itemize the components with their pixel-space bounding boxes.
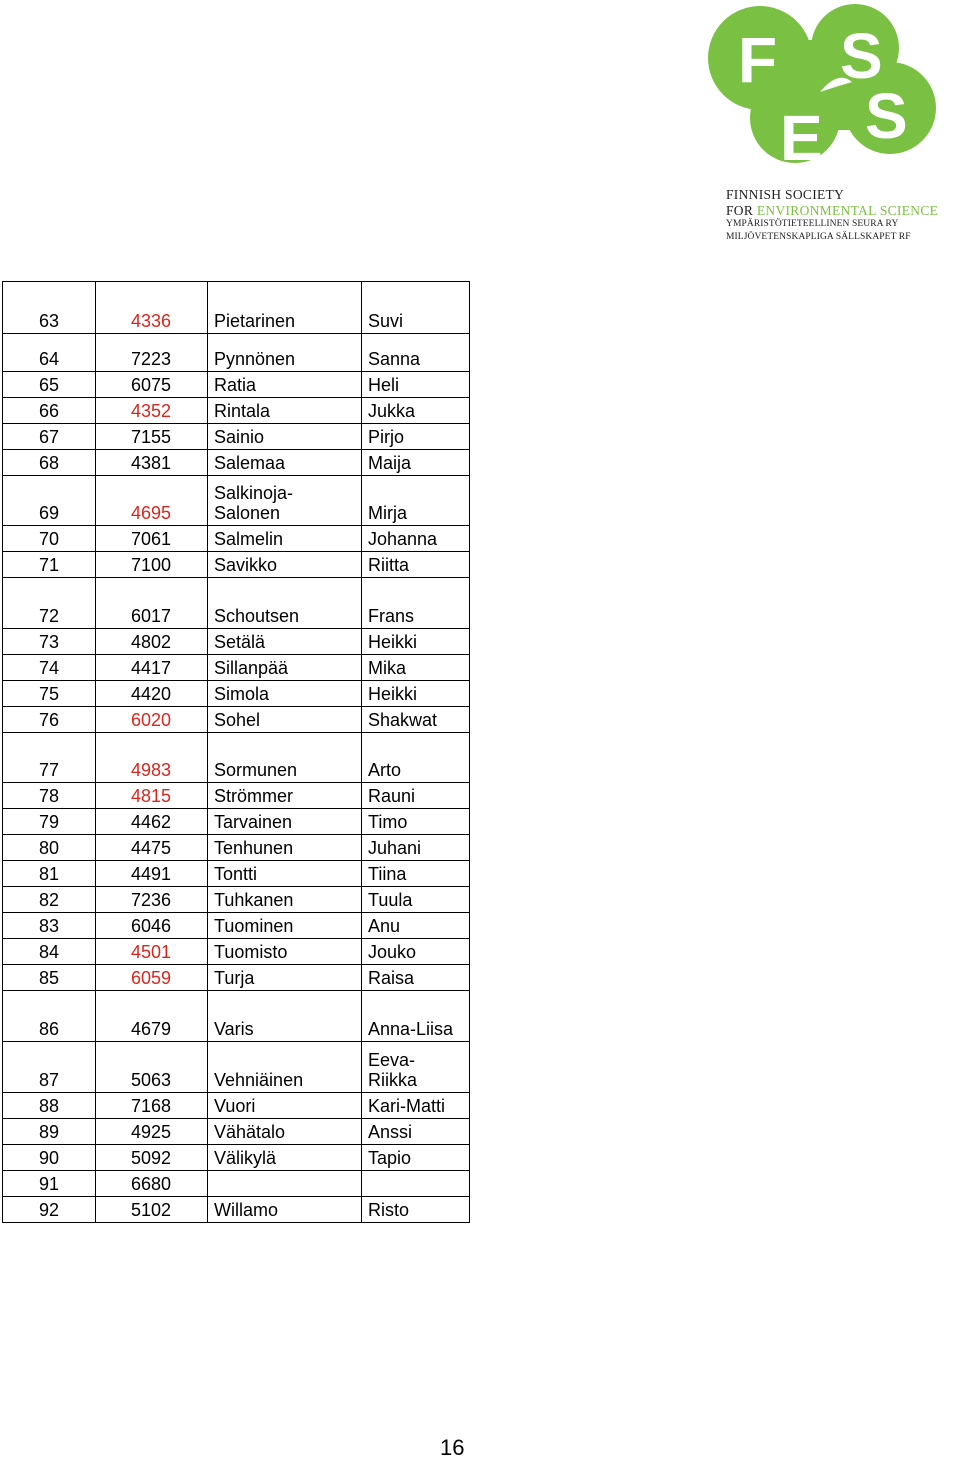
row-number: 71 bbox=[3, 552, 96, 578]
member-id: 4417 bbox=[96, 655, 208, 681]
first-name: Mika bbox=[362, 655, 470, 681]
last-name: Välikylä bbox=[208, 1145, 362, 1171]
first-name: Timo bbox=[362, 809, 470, 835]
first-name: Arto bbox=[362, 733, 470, 783]
row-number: 77 bbox=[3, 733, 96, 783]
row-number: 84 bbox=[3, 939, 96, 965]
last-name: Sormunen bbox=[208, 733, 362, 783]
last-name: Tuomisto bbox=[208, 939, 362, 965]
table-row bbox=[3, 1145, 470, 1171]
first-name: Anna-Liisa bbox=[362, 991, 470, 1042]
row-number: 86 bbox=[3, 991, 96, 1042]
member-id: 6046 bbox=[96, 913, 208, 939]
row-number: 70 bbox=[3, 526, 96, 552]
table-row bbox=[3, 526, 470, 552]
table-row bbox=[3, 783, 470, 809]
logo-letter-s1: S bbox=[840, 20, 883, 92]
member-id: 4462 bbox=[96, 809, 208, 835]
member-id: 7061 bbox=[96, 526, 208, 552]
member-id: 6020 bbox=[96, 707, 208, 733]
society-name-line2-prefix: FOR bbox=[726, 202, 757, 218]
page-number: 16 bbox=[440, 1435, 465, 1460]
member-id: 4420 bbox=[96, 681, 208, 707]
member-id: 6680 bbox=[96, 1171, 208, 1197]
logo-letter-f: F bbox=[738, 24, 778, 96]
table-row bbox=[3, 1119, 470, 1145]
first-name: Tuula bbox=[362, 887, 470, 913]
last-name: Turja bbox=[208, 965, 362, 991]
table-row bbox=[3, 733, 470, 783]
member-id: 7236 bbox=[96, 887, 208, 913]
member-table-body bbox=[3, 282, 470, 1223]
table-row bbox=[3, 476, 470, 526]
first-name: Tiina bbox=[362, 861, 470, 887]
last-name: Savikko bbox=[208, 552, 362, 578]
last-name: Salmelin bbox=[208, 526, 362, 552]
member-id: 4336 bbox=[96, 282, 208, 334]
table-row bbox=[3, 655, 470, 681]
table-row bbox=[3, 939, 470, 965]
first-name bbox=[362, 1171, 470, 1197]
member-id: 4695 bbox=[96, 476, 208, 526]
society-name-swedish: MILJÖVETENSKAPLIGA SÄLLSKAPET RF bbox=[726, 231, 911, 242]
row-number: 67 bbox=[3, 424, 96, 450]
member-id: 4352 bbox=[96, 398, 208, 424]
first-name: Mirja bbox=[362, 476, 470, 526]
first-name: Frans bbox=[362, 578, 470, 629]
row-number: 83 bbox=[3, 913, 96, 939]
last-name: Tuhkanen bbox=[208, 887, 362, 913]
last-name: Vähätalo bbox=[208, 1119, 362, 1145]
member-id: 6075 bbox=[96, 372, 208, 398]
society-name-line2 bbox=[726, 204, 960, 218]
table-row bbox=[3, 809, 470, 835]
row-number: 91 bbox=[3, 1171, 96, 1197]
member-id: 4679 bbox=[96, 991, 208, 1042]
row-number: 73 bbox=[3, 629, 96, 655]
last-name: Pietarinen bbox=[208, 282, 362, 334]
first-name: Jukka bbox=[362, 398, 470, 424]
table-row bbox=[3, 578, 470, 629]
table-row bbox=[3, 1197, 470, 1223]
first-name: Heikki bbox=[362, 629, 470, 655]
row-number: 64 bbox=[3, 334, 96, 372]
first-name: Tapio bbox=[362, 1145, 470, 1171]
row-number: 69 bbox=[3, 476, 96, 526]
member-id: 4501 bbox=[96, 939, 208, 965]
first-name: Jouko bbox=[362, 939, 470, 965]
first-name: Sanna bbox=[362, 334, 470, 372]
row-number: 81 bbox=[3, 861, 96, 887]
member-id: 7168 bbox=[96, 1093, 208, 1119]
last-name: Sillanpää bbox=[208, 655, 362, 681]
table-row bbox=[3, 424, 470, 450]
table-row bbox=[3, 1042, 470, 1093]
table-row bbox=[3, 991, 470, 1042]
table-row bbox=[3, 681, 470, 707]
table-row bbox=[3, 398, 470, 424]
table-row bbox=[3, 1093, 470, 1119]
table-row bbox=[3, 913, 470, 939]
row-number: 63 bbox=[3, 282, 96, 334]
last-name: Simola bbox=[208, 681, 362, 707]
fess-logo-mark bbox=[700, 0, 960, 190]
table-row bbox=[3, 887, 470, 913]
last-name: Salemaa bbox=[208, 450, 362, 476]
first-name: Maija bbox=[362, 450, 470, 476]
member-id: 6059 bbox=[96, 965, 208, 991]
row-number: 79 bbox=[3, 809, 96, 835]
row-number: 88 bbox=[3, 1093, 96, 1119]
logo-letter-s2: S bbox=[865, 80, 908, 152]
member-id: 7223 bbox=[96, 334, 208, 372]
last-name bbox=[208, 1171, 362, 1197]
member-id: 4925 bbox=[96, 1119, 208, 1145]
first-name: Riitta bbox=[362, 552, 470, 578]
first-name: Rauni bbox=[362, 783, 470, 809]
last-name: Strömmer bbox=[208, 783, 362, 809]
first-name: Pirjo bbox=[362, 424, 470, 450]
row-number: 72 bbox=[3, 578, 96, 629]
row-number: 85 bbox=[3, 965, 96, 991]
first-name: Raisa bbox=[362, 965, 470, 991]
last-name: Sohel bbox=[208, 707, 362, 733]
member-table bbox=[2, 281, 470, 1223]
last-name: Tenhunen bbox=[208, 835, 362, 861]
first-name: Juhani bbox=[362, 835, 470, 861]
last-name: Tontti bbox=[208, 861, 362, 887]
last-name: Vehniäinen bbox=[208, 1042, 362, 1093]
last-name: Schoutsen bbox=[208, 578, 362, 629]
first-name: Eeva- Riikka bbox=[362, 1042, 470, 1093]
member-id: 4491 bbox=[96, 861, 208, 887]
first-name: Heikki bbox=[362, 681, 470, 707]
row-number: 82 bbox=[3, 887, 96, 913]
first-name: Johanna bbox=[362, 526, 470, 552]
row-number: 92 bbox=[3, 1197, 96, 1223]
first-name: Shakwat bbox=[362, 707, 470, 733]
member-id: 6017 bbox=[96, 578, 208, 629]
member-id: 7155 bbox=[96, 424, 208, 450]
table-row bbox=[3, 707, 470, 733]
first-name: Suvi bbox=[362, 282, 470, 334]
last-name: Pynnönen bbox=[208, 334, 362, 372]
first-name: Heli bbox=[362, 372, 470, 398]
member-id: 4983 bbox=[96, 733, 208, 783]
table-row bbox=[3, 552, 470, 578]
table-row bbox=[3, 861, 470, 887]
member-id: 4815 bbox=[96, 783, 208, 809]
member-id: 4475 bbox=[96, 835, 208, 861]
first-name: Anu bbox=[362, 913, 470, 939]
last-name: Sainio bbox=[208, 424, 362, 450]
member-id: 4802 bbox=[96, 629, 208, 655]
first-name: Risto bbox=[362, 1197, 470, 1223]
last-name: Tarvainen bbox=[208, 809, 362, 835]
row-number: 74 bbox=[3, 655, 96, 681]
member-id: 4381 bbox=[96, 450, 208, 476]
row-number: 68 bbox=[3, 450, 96, 476]
society-name-line2-accent: ENVIRONMENTAL SCIENCE bbox=[756, 202, 939, 218]
last-name: Vuori bbox=[208, 1093, 362, 1119]
first-name: Kari-Matti bbox=[362, 1093, 470, 1119]
row-number: 80 bbox=[3, 835, 96, 861]
table-row bbox=[3, 334, 470, 372]
row-number: 75 bbox=[3, 681, 96, 707]
member-id: 5092 bbox=[96, 1145, 208, 1171]
last-name: Ratia bbox=[208, 372, 362, 398]
row-number: 89 bbox=[3, 1119, 96, 1145]
member-id: 5063 bbox=[96, 1042, 208, 1093]
table-row bbox=[3, 282, 470, 334]
table-row bbox=[3, 965, 470, 991]
row-number: 65 bbox=[3, 372, 96, 398]
last-name: Willamo bbox=[208, 1197, 362, 1223]
last-name: Salkinoja- Salonen bbox=[208, 476, 362, 526]
table-row bbox=[3, 450, 470, 476]
table-row bbox=[3, 629, 470, 655]
table-row bbox=[3, 1171, 470, 1197]
last-name: Tuominen bbox=[208, 913, 362, 939]
row-number: 66 bbox=[3, 398, 96, 424]
first-name: Anssi bbox=[362, 1119, 470, 1145]
row-number: 87 bbox=[3, 1042, 96, 1093]
row-number: 78 bbox=[3, 783, 96, 809]
society-name-finnish: YMPÄRISTÖTIETEELLINEN SEURA RY bbox=[726, 219, 899, 229]
last-name: Rintala bbox=[208, 398, 362, 424]
last-name: Varis bbox=[208, 991, 362, 1042]
logo-letter-e: E bbox=[780, 102, 823, 174]
member-id: 5102 bbox=[96, 1197, 208, 1223]
member-id: 7100 bbox=[96, 552, 208, 578]
society-name-line1: FINNISH SOCIETY bbox=[726, 187, 845, 202]
last-name: Setälä bbox=[208, 629, 362, 655]
table-row bbox=[3, 835, 470, 861]
table-row bbox=[3, 372, 470, 398]
row-number: 90 bbox=[3, 1145, 96, 1171]
row-number: 76 bbox=[3, 707, 96, 733]
society-name bbox=[726, 188, 960, 242]
